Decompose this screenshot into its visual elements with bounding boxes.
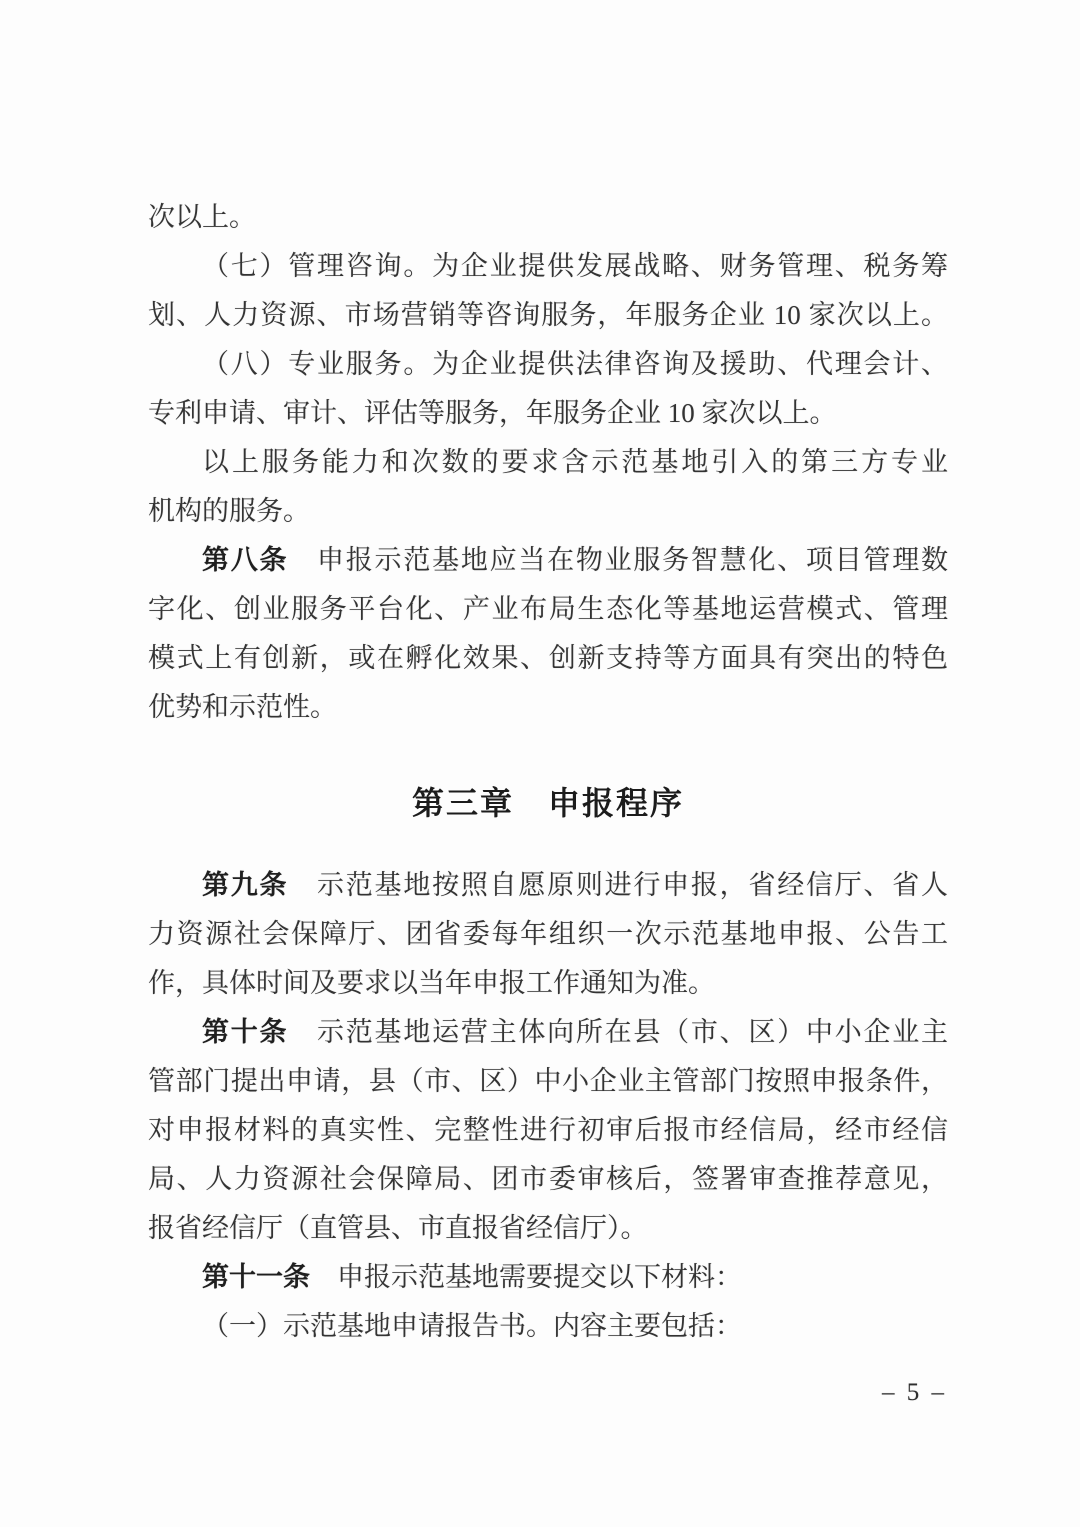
text-run: （一）示范基地申请报告书。内容主要包括：	[202, 1311, 742, 1341]
text-run: 模式上有创新，或在孵化效果、创新支持等方面具有突出的特色	[148, 643, 948, 673]
text-line	[148, 1204, 948, 1253]
text-run: （八）专业服务。为企业提供法律咨询及援助、代理会计、	[202, 349, 948, 379]
text-line	[148, 438, 948, 487]
article-number: 第十条	[202, 1017, 289, 1047]
text-line	[148, 634, 948, 683]
text-run: 申报示范基地应当在物业服务智慧化、项目管理数	[288, 545, 949, 575]
text-line	[148, 193, 948, 242]
text-run: 管部门提出申请，县（市、区）中小企业主管部门按照申报条件，	[148, 1066, 948, 1096]
text-line	[148, 683, 948, 732]
text-run: 示范基地按照自愿原则进行申报，省经信厅、省人	[288, 870, 949, 900]
section-before-heading	[148, 193, 948, 732]
section-after-heading	[148, 861, 948, 1351]
article-number: 第九条	[202, 870, 289, 900]
text-line	[148, 1008, 948, 1057]
article-number: 第十一条	[202, 1262, 310, 1292]
text-run: 作，具体时间及要求以当年申报工作通知为准。	[148, 968, 715, 998]
text-run: 示范基地运营主体向所在县（市、区）中小企业主	[288, 1017, 949, 1047]
text-line	[148, 910, 948, 959]
text-line	[148, 1057, 948, 1106]
text-line	[148, 340, 948, 389]
text-run: 对申报材料的真实性、完整性进行初审后报市经信局，经市经信	[148, 1115, 948, 1145]
text-line	[148, 1106, 948, 1155]
text-line	[148, 389, 948, 438]
text-run: 次以上。	[148, 202, 256, 232]
text-line	[148, 1155, 948, 1204]
text-line	[148, 487, 948, 536]
text-line	[148, 585, 948, 634]
text-run: 专利申请、审计、评估等服务，年服务企业 10 家次以上。	[148, 398, 837, 428]
text-run: 划、人力资源、市场营销等咨询服务，年服务企业 10 家次以上。	[148, 300, 948, 330]
text-line	[148, 291, 948, 340]
text-line	[148, 1253, 948, 1302]
text-run: 力资源社会保障厅、团省委每年组织一次示范基地申报、公告工	[148, 919, 948, 949]
text-run: 申报示范基地需要提交以下材料：	[310, 1262, 742, 1292]
chapter-heading: 第三章 申报程序	[411, 785, 684, 821]
text-run: 机构的服务。	[148, 496, 310, 526]
text-run: 字化、创业服务平台化、产业布局生态化等基地运营模式、管理	[148, 594, 948, 624]
article-number: 第八条	[202, 545, 289, 575]
page-number: – 5 –	[882, 1379, 947, 1406]
text-run: 局、人力资源社会保障局、团市委审核后，签署审查推荐意见，	[148, 1164, 948, 1194]
text-line	[148, 1302, 948, 1351]
text-column	[148, 193, 948, 1351]
text-line	[148, 242, 948, 291]
text-line	[148, 536, 948, 585]
text-line	[148, 861, 948, 910]
text-run: （七）管理咨询。为企业提供发展战略、财务管理、税务筹	[202, 251, 948, 281]
text-line	[148, 959, 948, 1008]
text-run: 优势和示范性。	[148, 692, 337, 722]
text-run: 报省经信厅（直管县、市直报省经信厅）。	[148, 1213, 648, 1243]
text-run: 以上服务能力和次数的要求含示范基地引入的第三方专业	[202, 447, 948, 477]
